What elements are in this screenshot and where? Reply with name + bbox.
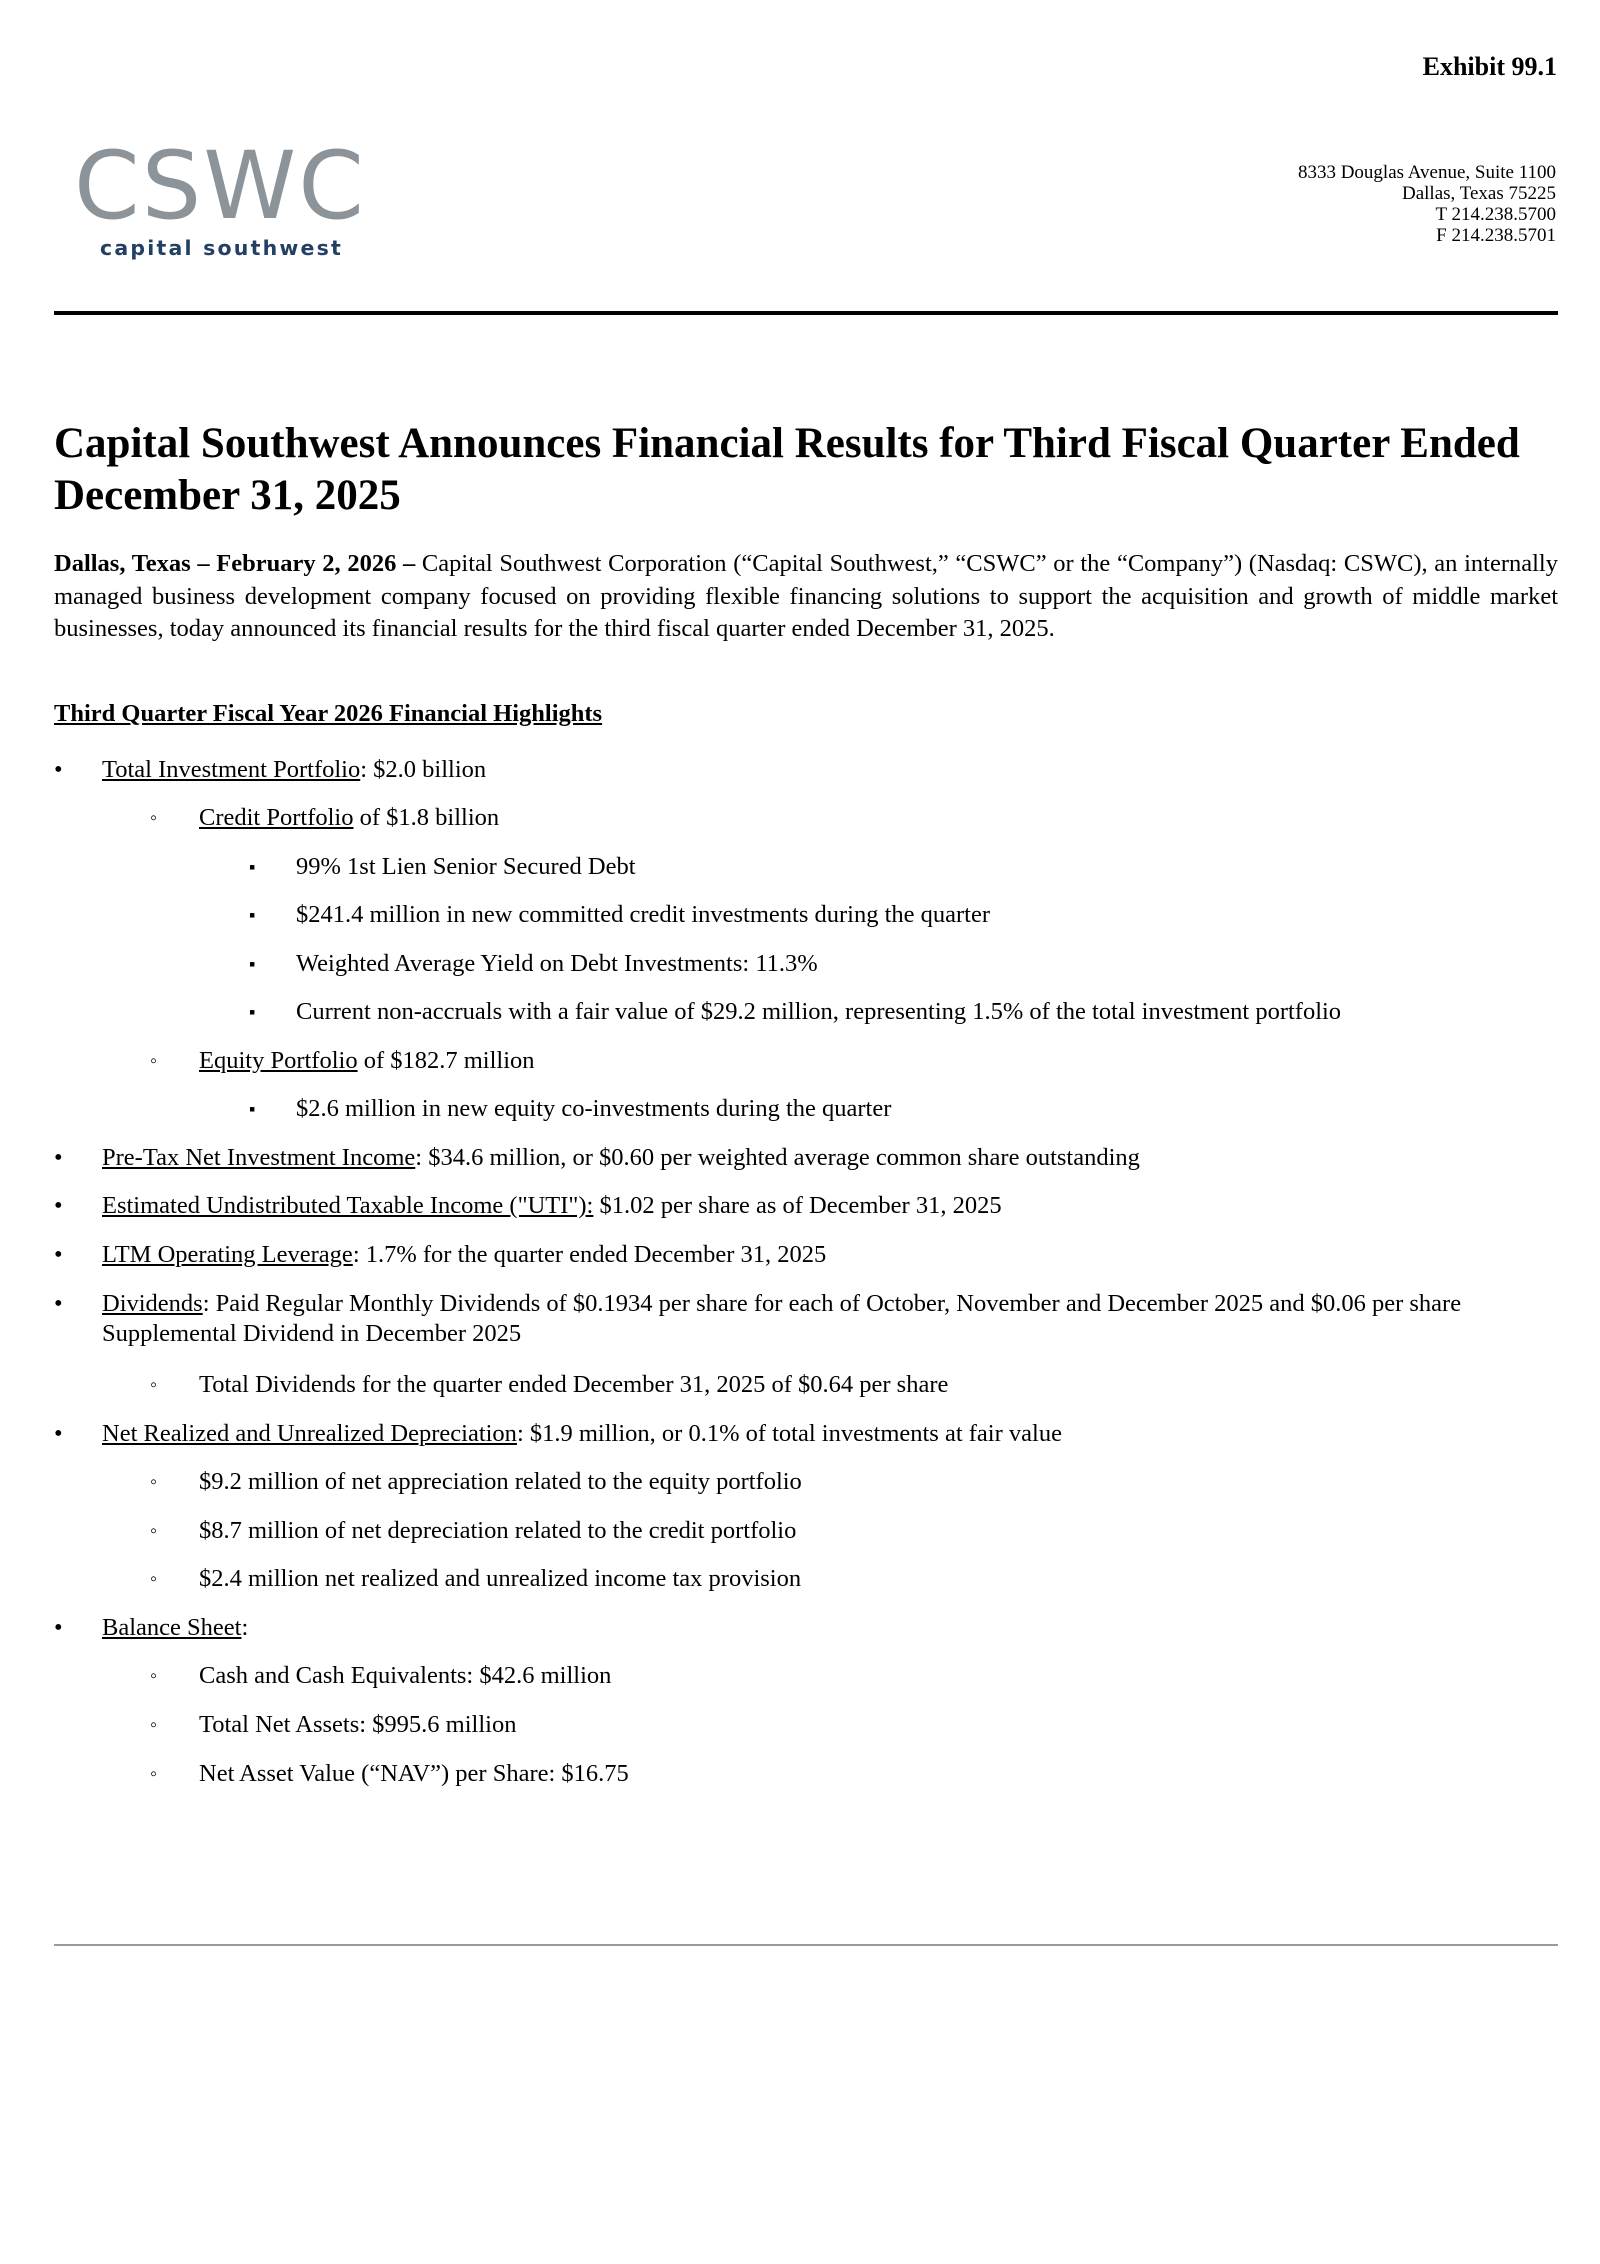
exhibit-label: Exhibit 99.1: [1422, 52, 1557, 81]
dividends-detail-1: [150, 1370, 1558, 1400]
highlight-total-portfolio: [54, 755, 1558, 785]
highlight-balance-sheet: [54, 1613, 1558, 1643]
depreciation-detail-3: [150, 1564, 1558, 1594]
bullet-marker: •: [54, 1614, 63, 1641]
highlight-text: :: [241, 1614, 249, 1641]
logo-subtitle: capital southwest: [100, 236, 344, 260]
depreciation-detail-2: [150, 1516, 1558, 1546]
dateline: Dallas, Texas – February 2, 2026 –: [54, 550, 416, 577]
sub-sub-bullet-marker: ▪: [249, 1099, 256, 1119]
highlight-text: 99% 1st Lien Senior Secured Debt: [296, 853, 636, 880]
highlight-text: $9.2 million of net appreciation related to the equity portfolio: [199, 1468, 802, 1495]
credit-detail-2: [249, 900, 1558, 930]
bullet-marker: •: [54, 1241, 63, 1268]
highlight-label: Equity Portfolio: [199, 1047, 358, 1074]
sub-bullet-marker: ◦: [150, 1471, 158, 1493]
sub-bullet-marker: ◦: [150, 1050, 158, 1072]
highlight-label: Balance Sheet: [102, 1614, 242, 1641]
sub-bullet-marker: ◦: [150, 1665, 158, 1687]
footer-divider: [54, 1944, 1558, 1946]
highlight-text: of $182.7 million: [357, 1047, 535, 1074]
address-line-1: 8333 Douglas Avenue, Suite 1100: [1297, 162, 1556, 183]
highlight-text: $8.7 million of net depreciation related to the credit portfolio: [199, 1517, 797, 1544]
fax-number: F 214.238.5701: [1436, 225, 1556, 246]
sub-bullet-marker: ◦: [150, 807, 158, 829]
highlight-label: LTM Operating Leverage: [102, 1241, 353, 1268]
sub-bullet-marker: ◦: [150, 1520, 158, 1542]
sub-bullet-marker: ◦: [150, 1714, 158, 1736]
highlight-text: of $1.8 billion: [353, 804, 500, 831]
highlight-label: Credit Portfolio: [199, 804, 354, 831]
company-address: [1298, 162, 1556, 246]
highlight-text: Current non-accruals with a fair value of $29.2 million, representing 1.5% of the total investment portfolio: [296, 998, 1342, 1025]
highlight-label: Estimated Undistributed Taxable Income ("UTI"):: [102, 1192, 594, 1219]
highlight-equity-portfolio: [150, 1046, 1558, 1076]
highlight-uti: [54, 1191, 1558, 1221]
highlight-label: Total Investment Portfolio: [102, 756, 361, 783]
highlight-label: Pre-Tax Net Investment Income: [102, 1144, 416, 1171]
highlight-text: Total Net Assets: $995.6 million: [199, 1711, 517, 1738]
highlight-text: $241.4 million in new committed credit investments during the quarter: [296, 901, 991, 928]
credit-detail-4: [249, 997, 1558, 1027]
highlight-leverage: [54, 1240, 1558, 1270]
highlight-label: Net Realized and Unrealized Depreciation: [102, 1420, 517, 1447]
highlight-text: : $2.0 billion: [360, 756, 487, 783]
bullet-marker: •: [54, 1290, 63, 1317]
highlight-text: $2.4 million net realized and unrealized income tax provision: [199, 1565, 802, 1592]
credit-detail-3: [249, 949, 1558, 979]
bullet-marker: •: [54, 1420, 63, 1447]
address-line-2: Dallas, Texas 75225: [1402, 183, 1556, 204]
sub-bullet-marker: ◦: [150, 1374, 158, 1396]
highlight-text: $2.6 million in new equity co-investments during the quarter: [296, 1095, 892, 1122]
highlight-text: Total Dividends for the quarter ended December 31, 2025 of $0.64 per share: [199, 1371, 949, 1398]
sub-sub-bullet-marker: ▪: [249, 857, 256, 877]
highlight-dividends: [54, 1289, 1558, 1349]
balance-detail-3: [150, 1759, 1558, 1789]
highlight-text: Weighted Average Yield on Debt Investments: 11.3%: [296, 950, 818, 977]
highlight-net-investment-income: [54, 1143, 1558, 1173]
sub-bullet-marker: ◦: [150, 1568, 158, 1590]
depreciation-detail-1: [150, 1467, 1558, 1497]
highlight-credit-portfolio: [150, 803, 1558, 833]
highlight-label: Dividends: [102, 1290, 203, 1317]
sub-sub-bullet-marker: ▪: [249, 954, 256, 974]
press-release-headline: Capital Southwest Announces Financial Results for Third Fiscal Quarter Ended December 31, 2025: [54, 420, 1520, 519]
highlight-text: Net Asset Value (“NAV”) per Share: $16.75: [199, 1760, 629, 1787]
highlight-text: : $34.6 million, or $0.60 per weighted average common share outstanding: [415, 1144, 1140, 1171]
section-title-highlights: Third Quarter Fiscal Year 2026 Financial Highlights: [54, 700, 603, 727]
bullet-marker: •: [54, 1144, 63, 1171]
sub-sub-bullet-marker: ▪: [249, 905, 256, 925]
credit-detail-1: [249, 852, 1558, 882]
highlight-text: Cash and Cash Equivalents: $42.6 million: [199, 1662, 612, 1689]
highlight-text: : Paid Regular Monthly Dividends of $0.1934 per share for each of October, November and December 2025 and $0.06 per share Supplemental Dividend in December 2025: [102, 1290, 1462, 1347]
highlight-depreciation: [54, 1419, 1558, 1449]
sub-sub-bullet-marker: ▪: [249, 1002, 256, 1022]
header-divider: [54, 311, 1558, 315]
phone-number: T 214.238.5700: [1435, 204, 1556, 225]
bullet-marker: •: [54, 1192, 63, 1219]
balance-detail-1: [150, 1661, 1558, 1691]
intro-paragraph: [54, 548, 1558, 646]
logo-mark: CSWC: [74, 132, 366, 241]
highlight-text: : 1.7% for the quarter ended December 31, 2025: [352, 1241, 827, 1268]
equity-detail-1: [249, 1094, 1558, 1124]
bullet-marker: •: [54, 756, 63, 783]
balance-detail-2: [150, 1710, 1558, 1740]
highlight-text: : $1.9 million, or 0.1% of total investments at fair value: [516, 1420, 1062, 1447]
sub-bullet-marker: ◦: [150, 1763, 158, 1785]
intro-body: Capital Southwest Corporation (“Capital Southwest,” “CSWC” or the “Company”) (Nasdaq: CSWC), an internally managed business development company focused on providing flexible financing solutions to support the acquisition and growth of middle market businesses, today announced its financial results for the third fiscal quarter ended December 31, 2025.: [54, 550, 1558, 642]
highlight-text: $1.02 per share as of December 31, 2025: [593, 1192, 1002, 1219]
company-logo: [74, 132, 374, 260]
